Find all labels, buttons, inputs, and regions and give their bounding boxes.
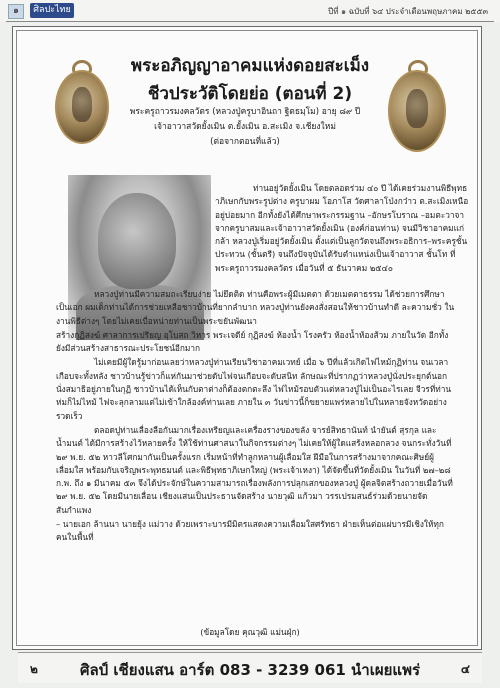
issue-line: ปีที่ ๑ ฉบับที่ ๖๔ ประจำเดือนพฤษภาคม ๒๕๕๓ bbox=[328, 7, 488, 16]
magazine-logo: ศิลปะไทย bbox=[30, 3, 74, 18]
issue-number-badge: ๑ bbox=[8, 4, 24, 19]
page-footer bbox=[18, 652, 482, 683]
bio-full-column bbox=[56, 288, 456, 546]
article-credit: (ข้อมูลโดย คุณวุฒิ แม่นฝุ่ก) bbox=[200, 627, 300, 637]
bio-side-column bbox=[215, 182, 470, 276]
sponsor-line: ศิลป์ เชียงแสน อาร์ต 083 - 3239 061 นำเผยแพร่ bbox=[79, 661, 421, 679]
page-number-left: ๒ bbox=[30, 662, 38, 676]
body-paragraph: ตลอดปูท่านเลื่องลือกันมากเรื่องเหรียญและเครื่องรางของขลัง จารย์สิทธานันท์ นำยันต์ สุรกุล และน้ำมนต์ ได้มีการสร้างไว้หลายครั้ง ให้ใช้ท่านศาสนาในกิจกรรมต่างๆ ไม่เคยให้ผู้ใดแสร้งหลอกลวง จนกระทั่งวันที่ ๒๙ พ.ย. ๕๒ หาวลีโศกมากันเป็นครั้งแรก เริ่มหน้าที่ทำลูกหลานผู้เลื่อมใส ฝีมือในการสร้างมาจากคณะศิษย์ผู้เลื่อมใส พร้อมกับเจริญพระพุทธมนต์ และพิธีพุทธาภิเษกใหญ่ (พระเจ้าเหงา) ได้จัดขึ้นที่วัดยั้งเมิน ในวันที่ ๒๗–๒๘ ก.พ. ถึง ๑ มีนาคม ๕๓ จึงได้ประจักษ์ในความสามารถเรื่องพลังการปลุกเสกของหลวงปู่ ผู้ดลจิตสร้างถวายเมื่อวันที่ ๒๙ พ.ย. ๕๒ โดยมีนายเลื่อน เชียงแสนเป็นประธานจัดสร้าง นายวุฒิ แก้วมา วรรเปรมสนธ์ร่วมด้วยนายจัด สันกำแพง bbox=[56, 424, 453, 515]
body-paragraph: ไม่เคยมีผู้ใดรู้มาก่อนเลยว่าหลวงปู่ท่านเรียนวิชาอาคมเวทย์ เมื่อ ๖ ปีที่แล้วเกิดไฟไหม้กุฏิท่าน จนเวลาเกือบจะทั้งหลัง ชาวบ้านรู้ข่าวก็แห่กันมาช่วยดับไฟจนเกือบจะดับสนิท ลักษณะที่ปรากฏว่าหลวงปู่นั่งประยุกต์นอกนั่งสมาธิอยู่ภายในกุฏิ ชาวบ้านได้เห็นกับตาต่างก็ต้องตกตะลึง ไฟไหม้รอบตัวแต่หลวงปู่ไม่เป็นอะไรเลย จีวรที่ท่านห่มก็ไม่ไหม้ ไฟจะลุกลามแต่ไม่เข้าใกล้องค์ท่านเลย ภายใน ๓ วันข่าวนี้ก็ขยายแพร่หลายไปในหลายจังหวัดอย่างรวดเร็ว bbox=[56, 357, 452, 421]
article-intro bbox=[100, 105, 390, 150]
intro-line-position: เจ้าอาวาสวัดยั้งเมิน ต.ยั้งเมิน อ.สะเมิง จ.เชียงใหม่ bbox=[154, 122, 336, 132]
intro-line-name: พระครูถาวรมงคลวัตร (หลวงปู่ครูบาอินถา ฐิตธมฺโม) อายุ ๘๙ ปี bbox=[129, 107, 361, 117]
body-paragraph: หลวงปู่ท่านมีความสมถะเรียบง่าย ไม่ยึดติด ท่านคือพระผู้มีเมตตา ด้วยเมตตาธรรม ได้ช่วยการศึกษาเป็นเอก ผมเด็กท่านได้การช่วยเหลือชาวบ้านที่ยากลำบาก หลวงปู่ท่านยังคงสั่งสอนให้ชาวบ้านทำดี ละความชั่ว ในงานพิธีต่างๆ โดยไม่เคยเบื่อหน่ายท่านเป็นพระขยันพัฒนา bbox=[56, 289, 455, 326]
intro-line-continued: (ต่อจากตอนที่แล้ว) bbox=[210, 137, 280, 147]
article-subtitle: ชีวประวัติโดยย่อ (ตอนที่ 2) bbox=[147, 84, 353, 104]
page-number-right: ๔ bbox=[460, 662, 470, 676]
side-paragraph: ท่านอยู่วัดยั้งเมิน โดยตลอดร่วม ๔๐ ปี ได้เคยร่วมงานพิธีพุทธาภิเษกกับพระรูปต่าง ครูบาผม โอภาโส วัดศาลาโป่งกว๋าว ต.สะเมิงเหนือ อยู่บ่อยมาก อีกทั้งยังได้ศึกษาพระกรรมฐาน –อักษรโบราณ –อมตะวาจา จากครูบาสมและเจ้าอาวาสวัดยั้งเมิน (องค์ก่อนท่าน) จนมีวิชาอาคมแก่กล้า หลวงปู่เริ่มอยู่วัดยั้งเมิน ตั้งแต่เป็นลูกวัดจนถึงพระอธิการ–พระครูชั้นประทวน (ชั้นตรี) จนถึงปัจจุบันได้รับตำแหน่งเป็นเจ้าอาวาส ชั้นโท ที่พระครูถาวรมงคลวัตร เมื่อวันที่ ๕ ธันวาคม ๒๕๔๐ bbox=[215, 183, 469, 273]
header-divider bbox=[6, 21, 494, 22]
body-paragraph: สร้างกุฏิสงฆ์ ศาลาการเปรียญ อุโบสถ วิหาร พระเจดีย์ กุฏิสงฆ์ ห้องน้ำ โรงครัว ห้องน้ำห้องส้วม ภายในวัด อีกทั้งยังมีส่วนสร้างสาธารณะประโยชน์อีกมาก bbox=[56, 329, 449, 354]
page-header bbox=[0, 0, 500, 22]
body-paragraph: – นายเอก ล้านนา นายยุ้ง แม่วาง ด้วยเพราะบารมีมิตรแสดงความเลื่อมใสศรัทธา ฝ่ายเห็นต่อแผ่บารมีเชิงให้ทุกคนในพื้นที่ bbox=[56, 519, 444, 543]
portrait-head bbox=[98, 193, 176, 289]
article-title: พระอภิญญาอาคมแห่งดอยสะเม็ง bbox=[130, 56, 370, 76]
